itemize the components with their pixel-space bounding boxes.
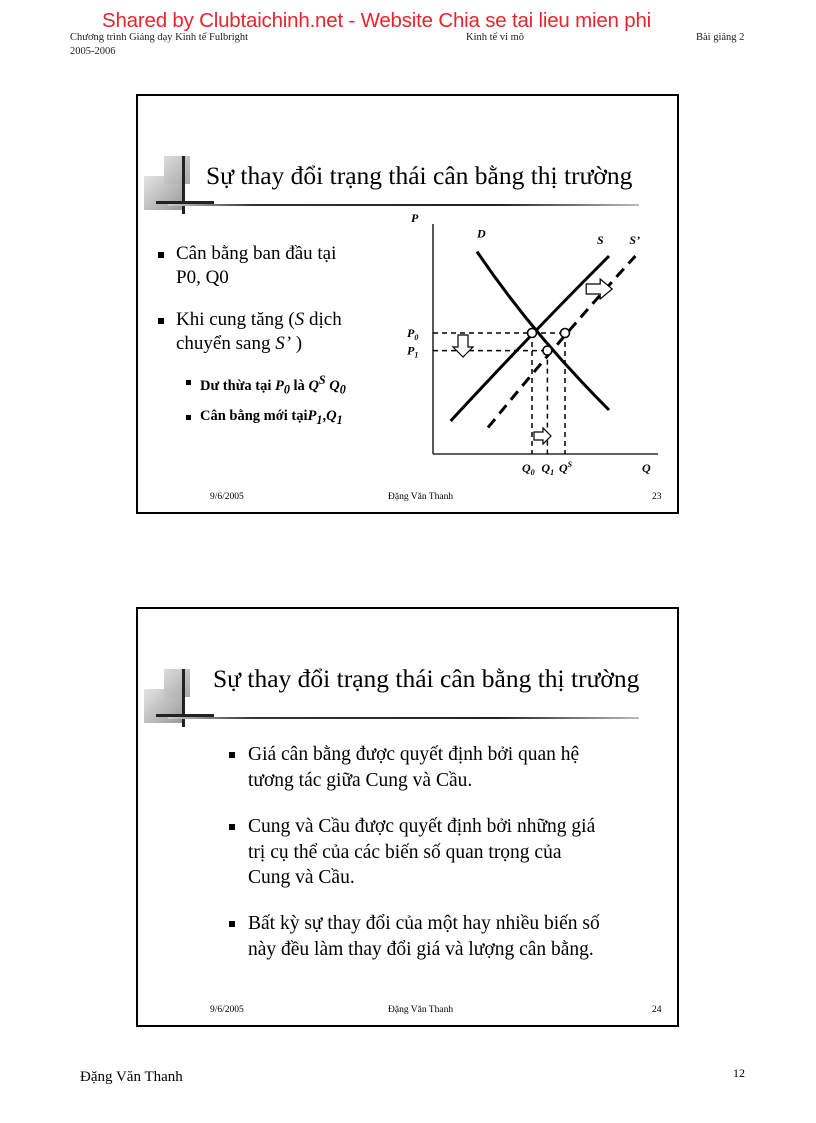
x-axis-label: Q (642, 461, 651, 475)
equilibrium-point-2 (561, 329, 570, 338)
header-course: Chương trình Giảng dạy Kinh tế Fulbright (70, 32, 249, 43)
supply-demand-chart (398, 204, 668, 484)
bullet-icon (229, 752, 235, 758)
slide-author: Đặng Văn Thanh (388, 1005, 454, 1015)
slide-23 (136, 94, 679, 514)
slide-number: 23 (652, 492, 662, 502)
slide-decoration-icon (144, 156, 214, 226)
down-arrow-icon (453, 335, 473, 357)
bullet-icon (158, 318, 164, 324)
curve-label-s: S (597, 233, 604, 247)
small-right-arrow-icon (534, 428, 551, 444)
bullet-supply-demand-factors: Cung và Cầu được quyết định bởi những giá trị cụ thể của các biến số quan trọng của Cung và Cầu. (248, 814, 668, 891)
curve-label-d: D (477, 226, 486, 241)
y-axis-label: P (411, 211, 419, 225)
slide-date: 9/6/2005 (210, 492, 244, 502)
tick-label-p1: $P_1$ (407, 343, 419, 360)
header-lecture: Bài giảng 2 (696, 32, 745, 43)
footer-author: Đặng Văn Thanh (80, 1069, 183, 1085)
tick-label-q1: $Q_1$ (541, 461, 555, 477)
p0q0-text: P0, Q0 (176, 267, 229, 288)
tick-label-p0: $P_0$ (407, 326, 419, 342)
watermark-banner: Shared by Clubtaichinh.net - Website Chia se tai lieu mien phi (102, 9, 651, 32)
slide-date: 9/6/2005 (210, 1005, 244, 1015)
bullet-icon (229, 824, 235, 830)
page-number: 12 (733, 1066, 745, 1080)
bullet-icon (229, 921, 235, 927)
slide-title: Sự thay đổi trạng thái cân bằng thị trường (213, 664, 640, 693)
tick-label-q0: $Q_0$ (522, 461, 535, 477)
slide-24 (136, 607, 679, 1027)
bullet-change-effects: Bất kỳ sự thay đổi của một hay nhiều biến số này đều làm thay đổi giá và lượng cân bằng. (248, 911, 668, 962)
curve-sprime (488, 256, 635, 428)
slide-title: Sự thay đổi trạng thái cân bằng thị trường (206, 161, 633, 190)
bullet-icon (186, 415, 191, 420)
sub-bullet-new-equilibrium: Cân bằng mới $tạiP_1,Q_1$ (200, 408, 343, 428)
title-divider (168, 717, 639, 719)
header-year: 2005-2006 (70, 46, 116, 57)
bullet-icon (186, 380, 191, 385)
tick-label-qs: $Q^S$ (559, 460, 573, 475)
equilibrium-point-0 (528, 329, 537, 338)
bullet-supply-increase: Khi cung tăng (S dịch chuyển sang S’ ) (176, 308, 396, 356)
slide-author: Đặng Văn Thanh (388, 492, 454, 502)
header-subject: Kinh tế vi mô (466, 32, 525, 43)
sub-bullet-surplus: Dư thừa tại $P_0$ là $Q^S$ $Q_0$ (200, 373, 346, 398)
slide-decoration-icon (144, 669, 214, 739)
curve-label-sprime: S’ (629, 233, 641, 247)
bullet-icon (158, 252, 164, 258)
bullet-initial-equilibrium: Cân bằng ban đầu tại P0, Q0 (176, 242, 396, 290)
equilibrium-point-1 (543, 346, 552, 355)
curve-s (451, 256, 609, 421)
slide-number: 24 (652, 1005, 662, 1015)
bullet-equilibrium-price: Giá cân bằng được quyết định bởi quan hệ tương tác giữa Cung và Cầu. (248, 742, 668, 793)
